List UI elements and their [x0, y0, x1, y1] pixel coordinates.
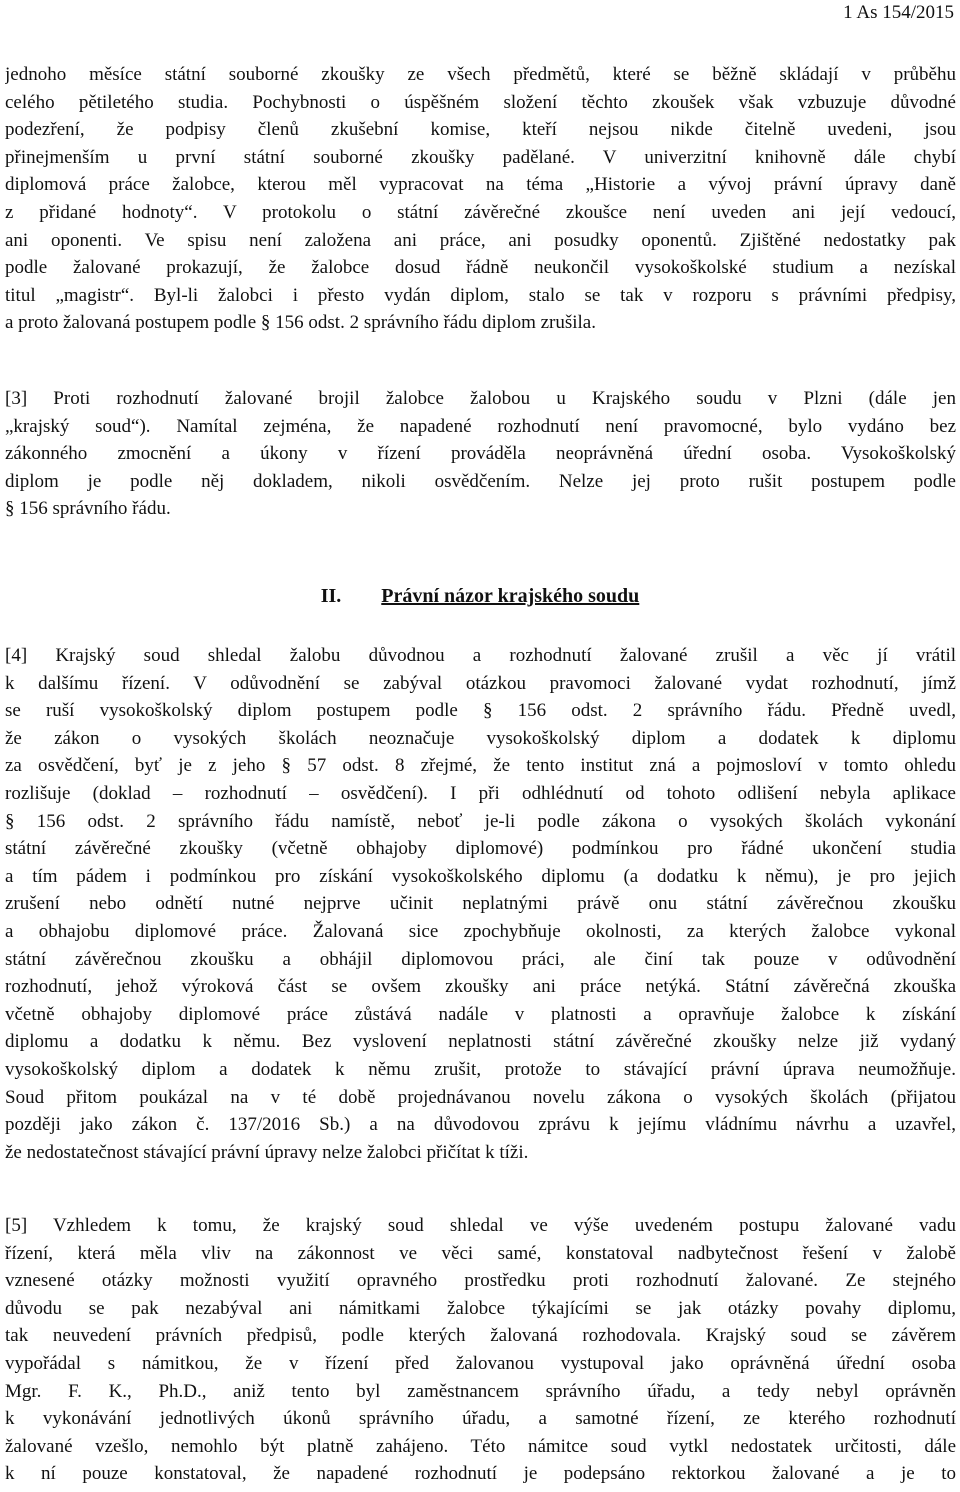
text-line: [4] Krajský soud shledal žalobu důvodnou a rozhodnutí žalované zrušil a věc jí vrátil [5, 645, 956, 666]
text-line: diplomu a dodatku k němu. Bez vyslovení neplatnosti státní závěrečné zkoušky nelze již vydaný [5, 1031, 956, 1053]
text-line: včetně obhajoby diplomové práce zůstává nadále v platnosti a opravňuje žalobce k získání [5, 1003, 956, 1025]
text-line: že nedostatečnost stávající právní úpravy nelze žalobci přičítat k tíži. [5, 1141, 529, 1163]
text-line: Mgr. F. K., Ph.D., aniž tento byl zaměstnancem správního úřadu, a tedy nebyl oprávněn [5, 1380, 956, 1402]
paragraph-4 [5, 642, 956, 1166]
text-line: celého pětiletého studia. Pochybnosti o úspěšném složení těchto zkoušek však vzbuzuje důvodné [5, 91, 956, 113]
text-line: vysokoškolský diplom a dodatek k němu zrušit, protože to stávající právní úprava neumožňuje. [5, 1058, 956, 1080]
text-line: důvodu se pak nezabýval ani námitkami žalobce týkajícími se jak otázky povahy diplomu, [5, 1297, 956, 1319]
text-line: řízení, která měla vliv na zákonnost ve věci samé, konstatoval nadbytečnost řešení v žalobě [5, 1242, 956, 1264]
text-line: z přidané hodnoty“. V protokolu o státní závěrečné zkoušce není uveden ani její vedoucí, [5, 201, 956, 223]
text-line: [5] Vzhledem k tomu, že krajský soud shledal ve výše uvedeném postupu žalované vadu [5, 1215, 956, 1236]
paragraph-3 [5, 385, 956, 523]
document-reference: 1 As 154/2015 [843, 2, 954, 23]
text-line: rozlišuje (doklad – rozhodnutí – osvědčení). I při odhlédnutí od tohoto odlišení nebyla aplikace [5, 782, 956, 804]
section-title: Právní názor krajského soudu [381, 585, 640, 607]
text-line: že zákon o vysokých školách neoznačuje vysokoškolský diplom a dodatek k diplomu [5, 727, 956, 749]
paragraph-2-continuation [5, 61, 956, 337]
text-line: § 156 správního řádu. [5, 498, 171, 520]
text-line: žalované vzešlo, nemohlo být platně zahájeno. Této námitce soud vytkl nedostatek určitosti, dále [5, 1435, 956, 1457]
text-line: k dalšímu řízení. V odůvodnění se zabýval otázkou pravomoci žalované vydat rozhodnutí, jímž [5, 672, 956, 694]
text-line: jednoho měsíce státní souborné zkoušky ze všech předmětů, které se běžně skládají v průběhu [5, 64, 956, 85]
text-line: tak neuvedení právních předpisů, podle kterých žalovaná rozhodovala. Krajský soud se závěrem [5, 1325, 956, 1347]
text-line: později jako zákon č. 137/2016 Sb.) a na důvodovou zprávu k jejímu vládnímu návrhu a uzavřel, [5, 1114, 956, 1136]
text-line: [3] Proti rozhodnutí žalované brojil žalobce žalobou u Krajského soudu v Plzni (dále jen [5, 388, 956, 409]
text-line: podezření, že podpisy členů zkušební komise, kteří nejsou nikde čitelně uvedeni, jsou [5, 119, 956, 141]
section-number: II. [320, 585, 342, 607]
text-line: vypořádal s námitkou, že v řízení před žalovanou vystupoval jako oprávněná úřední osoba [5, 1352, 956, 1374]
paragraph-5 [5, 1212, 956, 1488]
text-line: § 156 odst. 2 správního řádu namístě, neboť je-li podle zákona o vysokých školách vykonání [5, 810, 956, 832]
text-line: přinejmenším u první státní souborné zkoušky padělané. V univerzitní knihovně dále chybí [5, 146, 956, 168]
text-line: a tím pádem i podmínkou pro získání vysokoškolského diplomu (a dodatku k němu), je pro jejich [5, 865, 956, 887]
text-line: podle žalované prokazují, že žalobce dosud řádně neukončil vysokoškolské studium a nezískal [5, 257, 956, 279]
text-line: Soud přitom poukázal na v té době projednávanou novelu zákona o vysokých školách (přijatou [5, 1086, 956, 1108]
text-line: k ní pouze konstatoval, že napadené rozhodnutí je podepsáno rektorkou žalované a je to [5, 1463, 956, 1485]
text-line: „krajský soud“). Namítal zejména, že napadené rozhodnutí není pravomocné, bylo vydáno bez [5, 415, 956, 437]
text-line: se ruší vysokoškolský diplom postupem podle § 156 odst. 2 správního řádu. Předně uvedl, [5, 700, 956, 722]
text-line: diplomová práce žalobce, kterou měl vypracovat na téma „Historie a vývoj právní úpravy daně [5, 174, 956, 196]
text-line: rozhodnutí, jehož výroková část se ovšem zkoušky ani práce netýká. Státní závěrečná zkouška [5, 976, 956, 998]
text-line: ani oponenti. Ve spisu není založena ani práce, ani posudky oponentů. Zjištěné nedostatky pak [5, 229, 956, 251]
text-line: zákonného zmocnění a úkony v řízení prováděla neoprávněná úřední osoba. Vysokoškolský [5, 443, 956, 465]
text-line: a proto žalovaná postupem podle § 156 odst. 2 správního řádu diplom zrušila. [5, 312, 596, 334]
text-line: vznesené otázky možnosti využití opravného prostředku proti rozhodnutí žalované. Ze stejného [5, 1270, 956, 1292]
text-line: a obhajobu diplomové práce. Žalovaná sice zpochybňuje okolnosti, za kterých žalobce vykonal [5, 920, 956, 942]
text-line: státní závěrečnou zkoušku a obhájil diplomovou práci, ale činí tak pouze v odůvodnění [5, 948, 956, 970]
section-heading [0, 585, 960, 608]
text-line: titul „magistr“. Byl-li žalobci i přesto vydán diplom, stalo se tak v rozporu s právními předpisy, [5, 284, 956, 306]
text-line: zrušení nebo odnětí nutné nejprve učinit neplatnými právě onu státní závěrečnou zkoušku [5, 893, 956, 915]
text-line: za osvědčení, byť je z jeho § 57 odst. 8 zřejmé, že tento institut zná a pojmosloví v tomto ohledu [5, 755, 956, 777]
text-line: k vykonávání jednotlivých úkonů správního úřadu, a samotné řízení, ze kterého rozhodnutí [5, 1408, 956, 1430]
text-line: diplom je podle něj dokladem, nikoli osvědčením. Nelze jej proto rušit postupem podle [5, 470, 956, 492]
text-line: státní závěrečné zkoušky (včetně obhajoby diplomové) podmínkou pro řádné ukončení studia [5, 838, 956, 860]
